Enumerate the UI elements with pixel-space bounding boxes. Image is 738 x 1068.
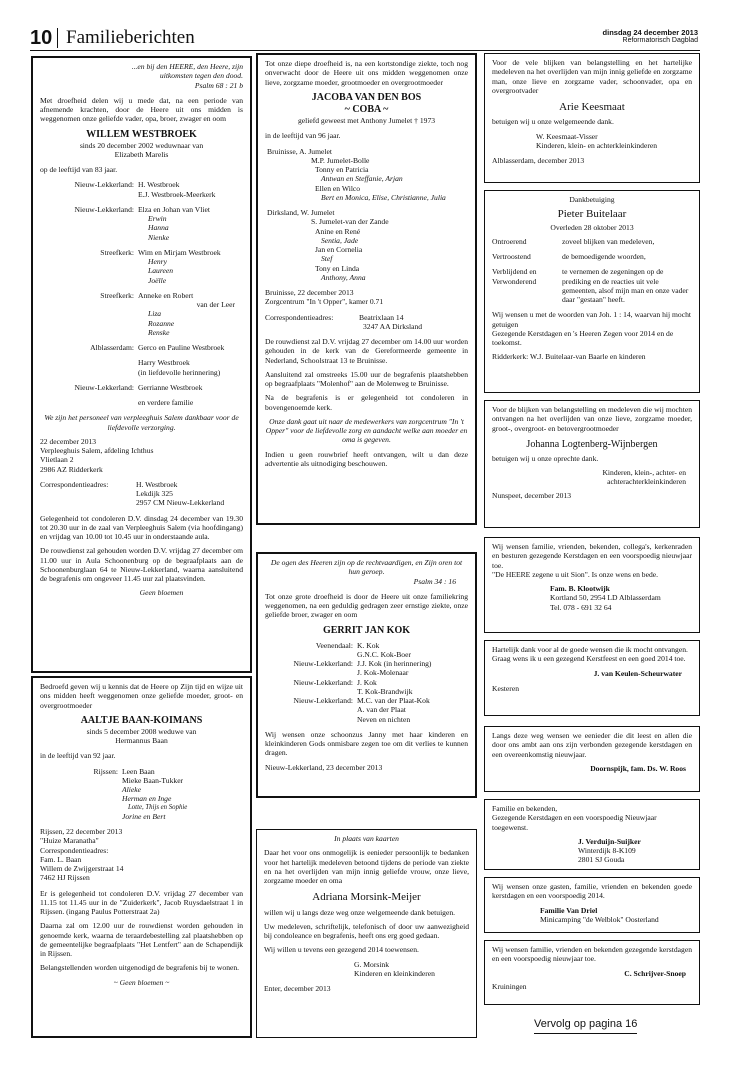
age: in de leeftijd van 96 jaar. [265, 131, 341, 141]
thanks-key: Vertroostend [492, 252, 531, 262]
address-line: 2801 SJ Gouda [578, 855, 625, 865]
address-line: Bruinisse, 22 december 2013 [265, 288, 354, 298]
signature: Doornspijk, fam. Ds. W. Roos [590, 763, 686, 773]
deceased-name: Adriana Morsink-Meijer [312, 891, 421, 904]
quote: De ogen des Heeren zijn op de rechtvaardigen, en Zijn oren tot hun geroep. [270, 558, 463, 577]
family-names: van der Leer [196, 300, 235, 310]
invitation: Indien u geen rouwbrief heeft ontvangen, wilt u dan deze advertentie als uitnodiging beschouwen. [265, 449, 468, 468]
wish: Langs deze weg wensen we eenieder die dit leest en allen die door ons ambt aan ons zijn verbonden gezegende kerstdagen en een overeenkomstig nieuwjaar. [492, 731, 692, 759]
service-info: Daarna zal om 12.00 uur de rouwdienst worden gehouden in genoemde kerk, waarna de teraardebestelling zal plaatshebben op de gemeentelijke begraafplaats "Het Lentfert" aan de Schapendijk in Rijssen. [40, 921, 243, 959]
family-names: Gerco en Pauline Westbroek [138, 343, 225, 353]
thanks: willen wij u langs deze weg onze welgemeende dank betuigen. [264, 907, 456, 917]
family-place: Nieuw-Lekkerland: [74, 204, 134, 214]
family-names: Leen Baan [122, 766, 155, 776]
grandchild: Anthony, Anna [321, 272, 366, 282]
blessing: "De HEERE zegene u uit Sion". Is onze wens en bede. [492, 569, 659, 579]
family-place: Streefkerk: [100, 290, 134, 300]
intro: Daar het voor ons onmogelijk is eenieder persoonlijk te bedanken voor het hartelijk medeleven betoond tijdens de periode van ziekte en na het overlijden van mijn innig geliefde vrouw, onze lieve, zorgzame moeder en oma [264, 848, 469, 885]
grandchild: Renske [148, 327, 170, 337]
family-names: Jan en Cornelia [315, 245, 363, 255]
thanks-value: zoveel blijken van medeleven, [562, 236, 655, 246]
family-names: Dirksland, W. Jumelet [267, 208, 335, 218]
signature: Familie Van Driel [540, 905, 598, 915]
family-names: E.J. Westbroek-Meerkerk [138, 189, 216, 199]
grandchild: Jorine en Bert [122, 811, 166, 821]
family-line [265, 696, 468, 705]
family-names: Mieke Baan-Tukker [122, 775, 184, 785]
wish: Gezegende Kerstdagen en een voorspoedig Nieuwjaar toegewenst. [492, 813, 657, 832]
grandchild: Herman en Inge [122, 794, 172, 804]
heading: Dankbetuiging [569, 195, 615, 204]
notice-jumelet [256, 53, 477, 525]
address-line: "Huize Maranatha" [40, 836, 99, 846]
service-info: De rouwdienst zal gehouden worden D.V. vrijdag 27 december om 11.00 uur in Aula Schoonenburg op de begraafplaats aan de Schoonenburglaan 64 te Nieuw-Lekkerland, waarna aansluitend de begrafenis om ongeveer 11.45 uur zal plaatsvinden. [40, 546, 243, 584]
thanks: betuigen wij u onze oprechte dank. [492, 453, 599, 463]
notice-klootwijk [484, 537, 700, 633]
since: geliefd geweest met Anthony Jumelet † 1973 [297, 116, 436, 126]
family-names: J. Kok-Molenaar [357, 668, 409, 678]
family-line [40, 767, 243, 776]
family-line [40, 291, 243, 300]
age: op de leeftijd van 83 jaar. [40, 165, 118, 175]
family-line [40, 180, 243, 189]
family-place: Veenendaal: [315, 640, 353, 650]
grandchild: Alieke [122, 785, 141, 795]
address-line: Correspondentieadres: [40, 845, 109, 855]
quote-ref: Psalm 68 : 21 b [194, 80, 243, 90]
family-names: Anine en René [315, 226, 361, 236]
intro: Voor de blijken van belangstelling en medeleven die wij mochten ontvangen na het overlijden van onze lieve, zorgzame moeder, groot-, overgroot- en betovergrootmoeder [492, 405, 692, 433]
no-flowers: Geen bloemen [139, 588, 184, 598]
thanks-key: Verblijdend en Verwonderend [492, 267, 537, 286]
header-rule [30, 50, 700, 51]
signature: J. Verduijn-Suijker [578, 836, 641, 846]
since: sinds 5 december 2008 weduwe van [86, 726, 197, 736]
notice-verduijn [484, 799, 700, 870]
thanks-value: de bemoedigende woorden, [562, 252, 646, 262]
family-place: Alblasserdam: [90, 343, 134, 353]
family-place: Nieuw-Lekkerland: [74, 382, 134, 392]
family-names: (in liefdevolle herinnering) [138, 367, 221, 377]
place-date: Nunspeet, december 2013 [492, 490, 572, 500]
deceased-name: WILLEM WESTBROEK [86, 128, 197, 140]
age: in de leeftijd van 92 jaar. [40, 751, 116, 761]
thanks: Onze dank gaat uit naar de medewerkers van zorgcentrum "In 't Opper" voor de liefdevolle zorg en aandacht welke aan moeder en oma is gegeven. [265, 416, 468, 445]
subtitle: Overleden 28 oktober 2013 [550, 222, 634, 232]
place: Kesteren [492, 683, 519, 693]
grandchild: Laureen [148, 266, 174, 276]
condolence-info: Gelegenheid tot condoleren D.V. dinsdag 24 december van 19.30 tot 20.30 uur in de zaal van Verpleeghuis Salem (via hoofdingang) en vrijdag van 10.00 tot 10.45 uur in onderstaande aula. [40, 513, 243, 542]
deceased-name: JACOBA VAN DEN BOS [311, 91, 422, 103]
family-names: en verdere familie [138, 398, 194, 408]
no-flowers: ~ Geen bloemen ~ [113, 977, 170, 987]
deceased-name: Johanna Logtenberg-Wijnbergen [526, 438, 658, 450]
thanks-line [492, 252, 692, 261]
place-date: Enter, december 2013 [264, 984, 331, 994]
thanks-detail: Uw medeleven, schriftelijk, telefonisch of door uw aanwezigheid bij condoleance en begrafenis, heeft ons erg goed gedaan. [264, 921, 469, 941]
issue-date: dinsdag 24 december 2013 [602, 28, 698, 37]
thanks-line [492, 267, 692, 304]
service-info: De rouwdienst zal D.V. vrijdag 27 december om 14.00 uur worden gehouden in de kerk van de Gereformeerde gemeente in Nederland, Schoolstraat 13 te Bruinisse. [265, 337, 468, 365]
family-names: A. van der Plaat [357, 705, 406, 715]
notice-keesmaat [484, 53, 700, 183]
family-place: Nieuw-Lekkerland: [293, 677, 353, 687]
phone: Tel. 078 - 691 32 64 [550, 602, 612, 612]
wish: Wij wensen u met de woorden van Joh. 1 : 14, waarvan hij mocht getuigen [492, 310, 691, 329]
intro: Tot onze diepe droefheid is, na een kortstondige ziekte, toch nog onverwacht door de Heere uit ons midden weggenomen onze lieve, zorgzame moeder, grootmoeder en overgrootmoeder [265, 59, 468, 87]
greeting: Familie en bekenden, [492, 804, 558, 813]
invitation: Belangstellenden worden uitgenodigd de begrafenis bij te wonen. [40, 963, 240, 973]
family-names: M.P. Jumelet-Bolle [311, 155, 370, 165]
signature: C. Schrijver-Snoep [624, 968, 686, 978]
family-names: M.C. van der Plaat-Kok [357, 696, 430, 706]
spouse: Hermannus Baan [115, 736, 168, 746]
wish: Wij wensen familie, vrienden, bekenden, collega's, kerkenraden en besturen gezegende Kerstdagen en een voorspoedig nieuwjaar toe. [492, 542, 692, 570]
grandchild: Rozanne [148, 318, 175, 328]
grandchild: Liza [148, 309, 162, 319]
family-names: H. Westbroek [138, 180, 180, 190]
corr-line: Lekdijk 325 [136, 489, 173, 499]
family-names: Gerrianne Westbroek [138, 382, 203, 392]
family-place: Nieuw-Lekkerland: [293, 696, 353, 706]
family-names: Neven en nichten [357, 714, 411, 724]
wish: Wij willen u tevens een gezegend 2014 toewensen. [264, 945, 419, 955]
family-names: Anneke en Robert [138, 290, 194, 300]
grandchild: Nienke [148, 232, 170, 242]
since: sinds 20 december 2002 weduwnaar van [79, 140, 204, 150]
place: Kruiningen [492, 981, 527, 991]
address-line: Fam. L. Baan [40, 854, 82, 864]
page-number: 10 [30, 27, 53, 49]
signature: Kinderen, klein- en achterkleinkinderen [536, 140, 658, 150]
corr-line: 3247 AA Dirksland [363, 321, 423, 331]
corr-name: H. Westbroek [136, 479, 178, 489]
family-names: J. Kok [357, 677, 377, 687]
family-line [265, 641, 468, 650]
signature: W. Keesmaat-Visser [536, 131, 598, 141]
family-names: G.N.C. Kok-Boer [357, 649, 411, 659]
address-line: Vlietlaan 2 [40, 455, 74, 465]
thanks: betuigen wij u onze welgemeende dank. [492, 117, 614, 127]
corr-line: 2957 CM Nieuw-Lekkerland [136, 498, 225, 508]
address-line: 2986 AZ Ridderkerk [40, 464, 103, 474]
family-names: Tony en Linda [315, 263, 360, 273]
intro: Met droefheid delen wij u mede dat, na een periode van afnemende krachten, door de Heere uit ons midden is weggenomen onze geliefde vader, opa, broer, zwager en oom [40, 95, 243, 124]
deceased-name: Arie Keesmaat [559, 101, 625, 113]
family-line [265, 678, 468, 687]
quote: ...en bij den HEERE, den Heere, zijn uitkomsten tegen den dood. [131, 62, 243, 81]
grandchild: Erwin [148, 214, 167, 224]
condolence-info: Na de begrafenis is er gelegenheid tot condoleren in bovengenoemde kerk. [265, 393, 468, 412]
thanks-value: te vernemen de zegeningen op de prediking en de reacties uit vele gemeenten, alsof mijn man en onze vader daar "gestaan" heeft. [562, 267, 689, 305]
family-names: Wim en Mirjam Westbroek [138, 247, 221, 257]
heading: In plaats van kaarten [334, 834, 399, 843]
grandchild: Henry [148, 257, 167, 267]
family-names: Bruinisse, A. Jumelet [267, 146, 332, 156]
burial-info: Aansluitend zal omstreeks 15.00 uur de begrafenis plaatshebben op begraafplaats "Molenhof" aan de Molenweg te Bruinisse. [265, 369, 468, 389]
notice-van-driel [484, 877, 700, 933]
intro: Voor de vele blijken van belangstelling en het hartelijke medeleven na het overlijden van mijn innig geliefde en zorgzame man, onze lieve en zorgzame vader, schoonvader, opa en overgrootvader [492, 58, 692, 95]
grandchild: Hanna [148, 223, 169, 233]
great-grandchildren: Lotte, Thijs en Sophie [128, 803, 188, 811]
family-names: S. Jumelet-van der Zande [311, 217, 389, 227]
section-title: Familieberichten [66, 27, 195, 48]
newspaper-name: Reformatorisch Dagblad [622, 37, 698, 44]
family-names: J.J. Kok (in herinnering) [357, 659, 432, 669]
intro: Bedroefd geven wij u kennis dat de Heere op Zijn tijd en wijze uit ons midden heeft weggenomen onze geliefde moeder, groot- en overgrootmoeder [40, 682, 243, 710]
family-names: Elza en Johan van Vliet [138, 204, 210, 214]
family-place: Nieuw-Lekkerland: [74, 180, 134, 190]
notice-kok [256, 552, 477, 798]
signature: Minicamping "de Welblok" Oosterland [540, 914, 659, 924]
grandchild: Stef [321, 254, 333, 264]
family-line [40, 248, 243, 257]
wish: Graag wens ik u een gezegend Kerstfeest en een goed 2014 toe. [492, 654, 686, 664]
correspondence [265, 313, 468, 322]
nickname: ~ COBA ~ [344, 103, 389, 115]
corr-line: Beatrixlaan 14 [359, 312, 404, 322]
family-place: Nieuw-Lekkerland: [293, 659, 353, 669]
wish: Wij wensen familie, vrienden en bekenden gezegende kerstdagen en een voorspoedig nieuwjaar toe. [492, 945, 692, 964]
wish: Wij wensen onze gasten, familie, vrienden en bekenden goede kerstdagen en een voorspoedig 2014. [492, 882, 692, 901]
notice-logtenberg [484, 400, 700, 528]
notice-buitelaar [484, 190, 700, 393]
notice-roos [484, 726, 700, 792]
place-date: Alblasserdam, december 2013 [492, 156, 585, 166]
address-line: 7462 HJ Rijssen [40, 873, 90, 883]
thanks-key: Ontroerend [492, 236, 527, 246]
family-line [40, 343, 243, 352]
corr-label: Correspondentieadres: [265, 312, 334, 322]
family-names: K. Kok [357, 640, 380, 650]
signature: Kinderen en kleinkinderen [354, 968, 435, 978]
thanks: Hartelijk dank voor al de goede wensen die ik mocht ontvangen. [492, 645, 688, 654]
thanks-line [492, 237, 692, 246]
corr-label: Correspondentieadres: [40, 479, 109, 489]
family-names: T. Kok-Brandwijk [357, 686, 413, 696]
deceased-name: AALTJE BAAN-KOIMANS [80, 714, 203, 726]
wish: Gezegende Kerstdagen en 's Heeren Zegen voor 2014 en de toekomst. [492, 328, 674, 348]
signature: achterachterkleinkinderen [607, 477, 686, 487]
address-line: Winterdijk 8-K109 [578, 846, 636, 855]
grandchild: Joëlle [148, 275, 167, 285]
grandchild: Antwan en Steffanie, Arjan [321, 174, 403, 184]
address-line: Zorgcentrum "In 't Opper", kamer 0.71 [265, 297, 384, 307]
address-line: Kortland 50, 2954 LD Alblasserdam [550, 593, 661, 603]
notice-van-keulen [484, 640, 700, 716]
address-line: 22 december 2013 [40, 436, 97, 446]
address-line: Rijssen, 22 december 2013 [40, 827, 123, 837]
signature: Fam. B. Klootwijk [550, 584, 610, 593]
signature: Kinderen, klein-, achter- en [602, 468, 686, 478]
signature: G. Morsink [354, 959, 390, 969]
family-place: Streefkerk: [100, 247, 134, 257]
address-line: Willem de Zwijgerstraat 14 [40, 864, 124, 874]
header-divider [57, 28, 58, 48]
family-names: Harry Westbroek [138, 358, 190, 368]
notice-westbroek [31, 56, 252, 673]
wish: Wij wensen onze schoonzus Janny met haar kinderen en kleinkinderen Gods onmisbare zegen toe om dit verlies te kunnen dragen. [265, 729, 468, 758]
grandchild: Bert en Monica, Elise, Christianne, Julia [321, 192, 446, 202]
grandchild: Sentia, Jade [321, 235, 359, 245]
quote-ref: Psalm 34 : 16 [413, 576, 456, 586]
deceased-name: Pieter Buitelaar [557, 208, 627, 221]
intro: Tot onze grote droefheid is door de Heere uit onze familiekring weggenomen, na een geduldig gedragen zeer ernstige ziekte, onze geliefde broer, zwager en oom [265, 591, 468, 620]
family-place: Rijssen: [93, 766, 118, 776]
spouse: Elizabeth Marelis [114, 149, 169, 159]
deceased-name: GERRIT JAN KOK [322, 624, 411, 636]
notice-baan-koimans [31, 676, 252, 1038]
address-line: Verpleeghuis Salem, afdeling Ichthus [40, 446, 154, 456]
place-date: Nieuw-Lekkerland, 23 december 2013 [265, 762, 383, 772]
signature: Ridderkerk: W.J. Buitelaar-van Baarle en kinderen [492, 352, 646, 362]
thanks: We zijn het personeel van verpleeghuis Salem dankbaar voor de liefdevolle verzorging. [44, 413, 239, 432]
continued-link[interactable]: Vervolg op pagina 16 [534, 1018, 637, 1034]
family-names: Tonny en Patricia [315, 165, 369, 175]
condolence-info: Er is gelegenheid tot condoleren D.V. vrijdag 27 december van 11.15 tot 11.45 uur in de "Zuiderkerk", Jacob Ruysdaelstraat 1 in Rijssen. (ingang Paulus Potterstraat 2a) [40, 888, 243, 917]
correspondence [40, 480, 243, 489]
signature: J. van Keulen-Scheurwater [593, 668, 682, 678]
family-line [40, 383, 243, 392]
family-line [40, 205, 243, 214]
notice-schrijver-snoep [484, 940, 700, 1005]
family-names: Ellen en Wilco [315, 183, 361, 193]
family-line [265, 659, 468, 668]
notice-morsink [256, 829, 477, 1038]
